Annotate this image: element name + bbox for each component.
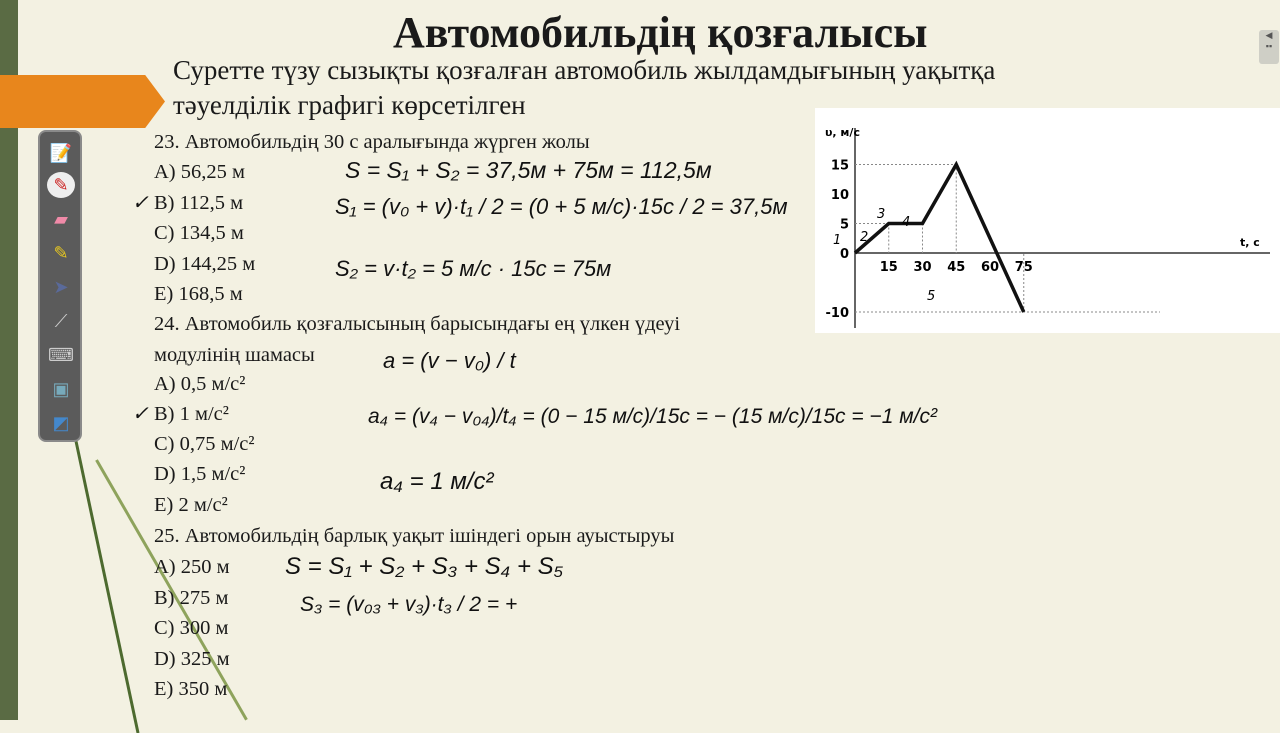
x-axis-label: t, c — [1240, 236, 1260, 249]
pen-icon[interactable]: ✎ — [47, 172, 75, 198]
y-tick-label: 5 — [839, 217, 849, 233]
handwriting: S₃ = (v₀₃ + v₃)·t₃ / 2 = + — [300, 593, 518, 616]
laser-pointer-icon[interactable]: ⟋ — [54, 310, 68, 331]
option: B) 112,5 м — [154, 192, 244, 214]
handwriting: S = S₁ + S₂ = 37,5м + 75м = 112,5м — [345, 157, 712, 183]
check-mark: ✓ — [132, 192, 149, 214]
handwriting: S = S₁ + S₂ + S₃ + S₄ + S₅ — [285, 553, 564, 580]
option: A) 56,25 м — [154, 161, 245, 183]
question-25: 25. Автомобильдің барлық уақыт ішіндегі орын ауыстыруы — [154, 525, 675, 547]
x-tick-label: 30 — [913, 260, 932, 275]
question-24-cont: модулінің шамасы — [154, 344, 315, 366]
pen-toolbar — [38, 130, 82, 442]
segment-label: 5 — [927, 289, 936, 304]
subtitle-line: тәуелділік графигі көрсетілген — [173, 90, 526, 120]
y-tick-label: 15 — [830, 158, 849, 174]
option: D) 144,25 м — [154, 253, 256, 275]
x-tick-label: 75 — [1014, 260, 1033, 275]
option: B) 275 м — [154, 587, 229, 609]
y-tick-label: 10 — [830, 188, 849, 203]
decor-stem — [70, 420, 139, 733]
keyboard-icon[interactable]: ⌨ — [48, 344, 74, 365]
option: A) 250 м — [154, 556, 230, 578]
chart-svg — [815, 108, 1280, 333]
option: B) 1 м/с² — [154, 403, 229, 425]
option: E) 350 м — [154, 678, 228, 700]
option: C) 134,5 м — [154, 222, 244, 244]
check-mark: ✓ — [132, 403, 149, 425]
option: C) 300 м — [154, 617, 229, 639]
option: E) 2 м/с² — [154, 494, 228, 516]
x-tick-label: 45 — [947, 260, 966, 275]
velocity-line — [855, 165, 1024, 313]
option: D) 325 м — [154, 648, 230, 670]
pen-page-icon[interactable]: 📝 — [49, 142, 73, 163]
desktop-icon[interactable]: ◩ — [52, 412, 70, 433]
orange-arrow-decor — [0, 75, 165, 128]
segment-label: 1 — [833, 233, 842, 248]
highlighter-icon[interactable]: ✎ — [53, 242, 69, 263]
segment-label: 4 — [902, 215, 911, 230]
option: D) 1,5 м/с² — [154, 463, 246, 485]
handwriting: a = (v − v₀) / t — [383, 348, 516, 373]
question-24: 24. Автомобиль қозғалысының барысындағы ең үлкен үдеуі — [154, 313, 681, 335]
question-23: 23. Автомобильдің 30 с аралығында жүрген жолы — [154, 131, 590, 153]
y-axis-label: υ, м/с — [825, 126, 860, 139]
velocity-time-graph — [815, 108, 1280, 333]
eraser-icon[interactable]: ▰ — [54, 208, 68, 229]
option: C) 0,75 м/с² — [154, 433, 255, 455]
handwriting: S₁ = (v₀ + v)·t₁ / 2 = (0 + 5 м/с)·15с / 2 = 37,5м — [335, 194, 788, 219]
segment-label: 2 — [860, 230, 869, 245]
subtitle-line: Суретте түзу сызықты қозғалған автомобиль жылдамдығының уақытқа — [173, 55, 996, 85]
x-tick-label: 15 — [879, 260, 898, 275]
x-tick-label: 60 — [980, 260, 1000, 275]
option: A) 0,5 м/с² — [154, 373, 246, 395]
option: E) 168,5 м — [154, 283, 243, 305]
handwriting: a₄ = 1 м/с² — [380, 468, 494, 495]
select-arrow-icon[interactable]: ➤ — [53, 276, 69, 297]
handwriting: a₄ = (v₄ − v₀₄)/t₄ = (0 − 15 м/с)/15с = − (15 м/с)/15с = −1 м/с² — [368, 405, 937, 428]
screen-capture-icon[interactable]: ▣ — [52, 378, 70, 399]
handwriting: S₂ = v·t₂ = 5 м/с · 15с = 75м — [335, 256, 612, 281]
segment-label: 3 — [877, 207, 886, 222]
slide-title: Автомобильдің қозғалысы — [393, 8, 928, 57]
y-tick-label: -10 — [825, 306, 849, 321]
y-tick-label: 0 — [839, 247, 849, 262]
slide-nav-widget[interactable]: ◀ ▪▪ — [1259, 30, 1279, 64]
